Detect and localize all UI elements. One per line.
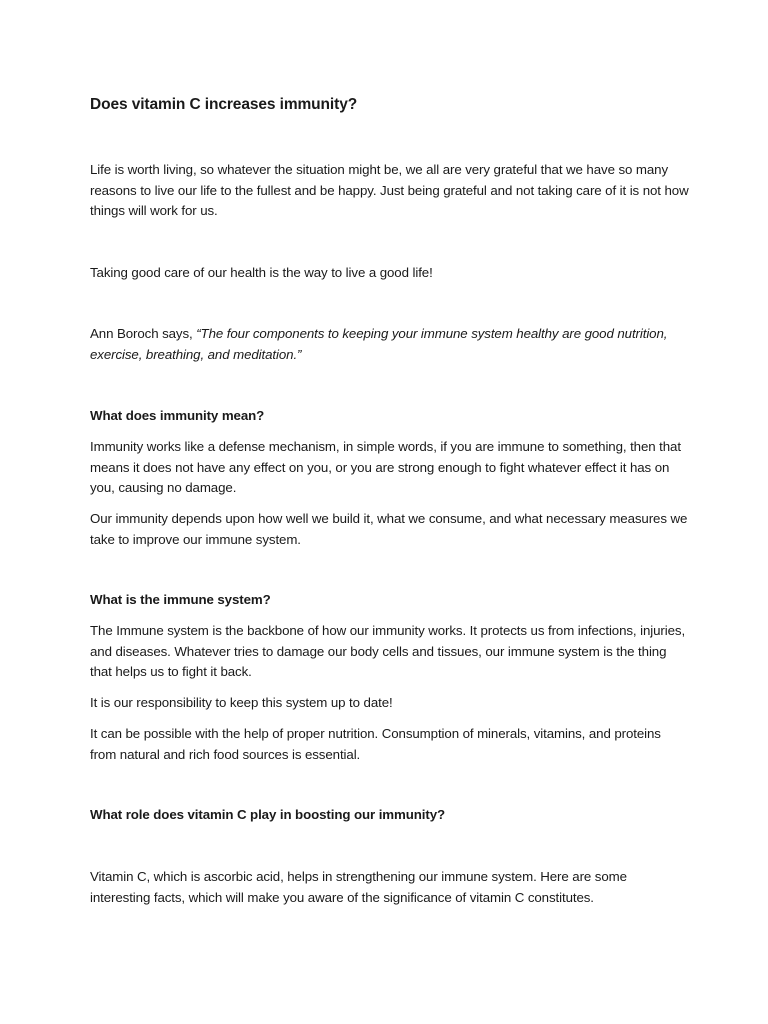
quote-paragraph — [90, 324, 690, 365]
section-heading-vitamin-c-role: What role does vitamin C play in boosting our immunity? — [90, 807, 446, 822]
section-paragraph: Immunity works like a defense mechanism, in simple words, if you are immune to something, then that means it does not have any effect on you, or you are strong enough to fight whatever effect it has on you, causing no damage. — [90, 439, 681, 495]
intro-paragraph: Life is worth living, so whatever the situation might be, we all are very grateful that we have so many reasons to live our life to the fullest and be happy. Just being grateful and not taking care of it is not how things will work for us. — [90, 162, 689, 218]
quote-text: “The four components to keeping your immune system healthy are good nutrition, exercise, breathing, and meditation.” — [90, 326, 668, 362]
health-line: Taking good care of our health is the way to live a good life! — [90, 265, 433, 280]
section-heading-immunity-meaning: What does immunity mean? — [90, 408, 265, 423]
document-title: Does vitamin C increases immunity? — [90, 96, 358, 113]
quote-attribution: Ann Boroch says, — [90, 326, 197, 341]
section-paragraph: It can be possible with the help of proper nutrition. Consumption of minerals, vitamins, and proteins from natural and rich food sources is essential. — [90, 726, 661, 762]
section-paragraph: It is our responsibility to keep this system up to date! — [90, 695, 393, 710]
section-heading-immune-system: What is the immune system? — [90, 592, 271, 607]
section-paragraph: Vitamin C, which is ascorbic acid, helps in strengthening our immune system. Here are some interesting facts, which will make you aware of the significance of vitamin C constitutes. — [90, 869, 627, 905]
section-paragraph: Our immunity depends upon how well we build it, what we consume, and what necessary measures we take to improve our immune system. — [90, 511, 688, 547]
section-paragraph: The Immune system is the backbone of how our immunity works. It protects us from infections, injuries, and diseases. Whatever tries to damage our body cells and tissues, our immune system is the thing that helps us to fight it back. — [90, 623, 686, 679]
